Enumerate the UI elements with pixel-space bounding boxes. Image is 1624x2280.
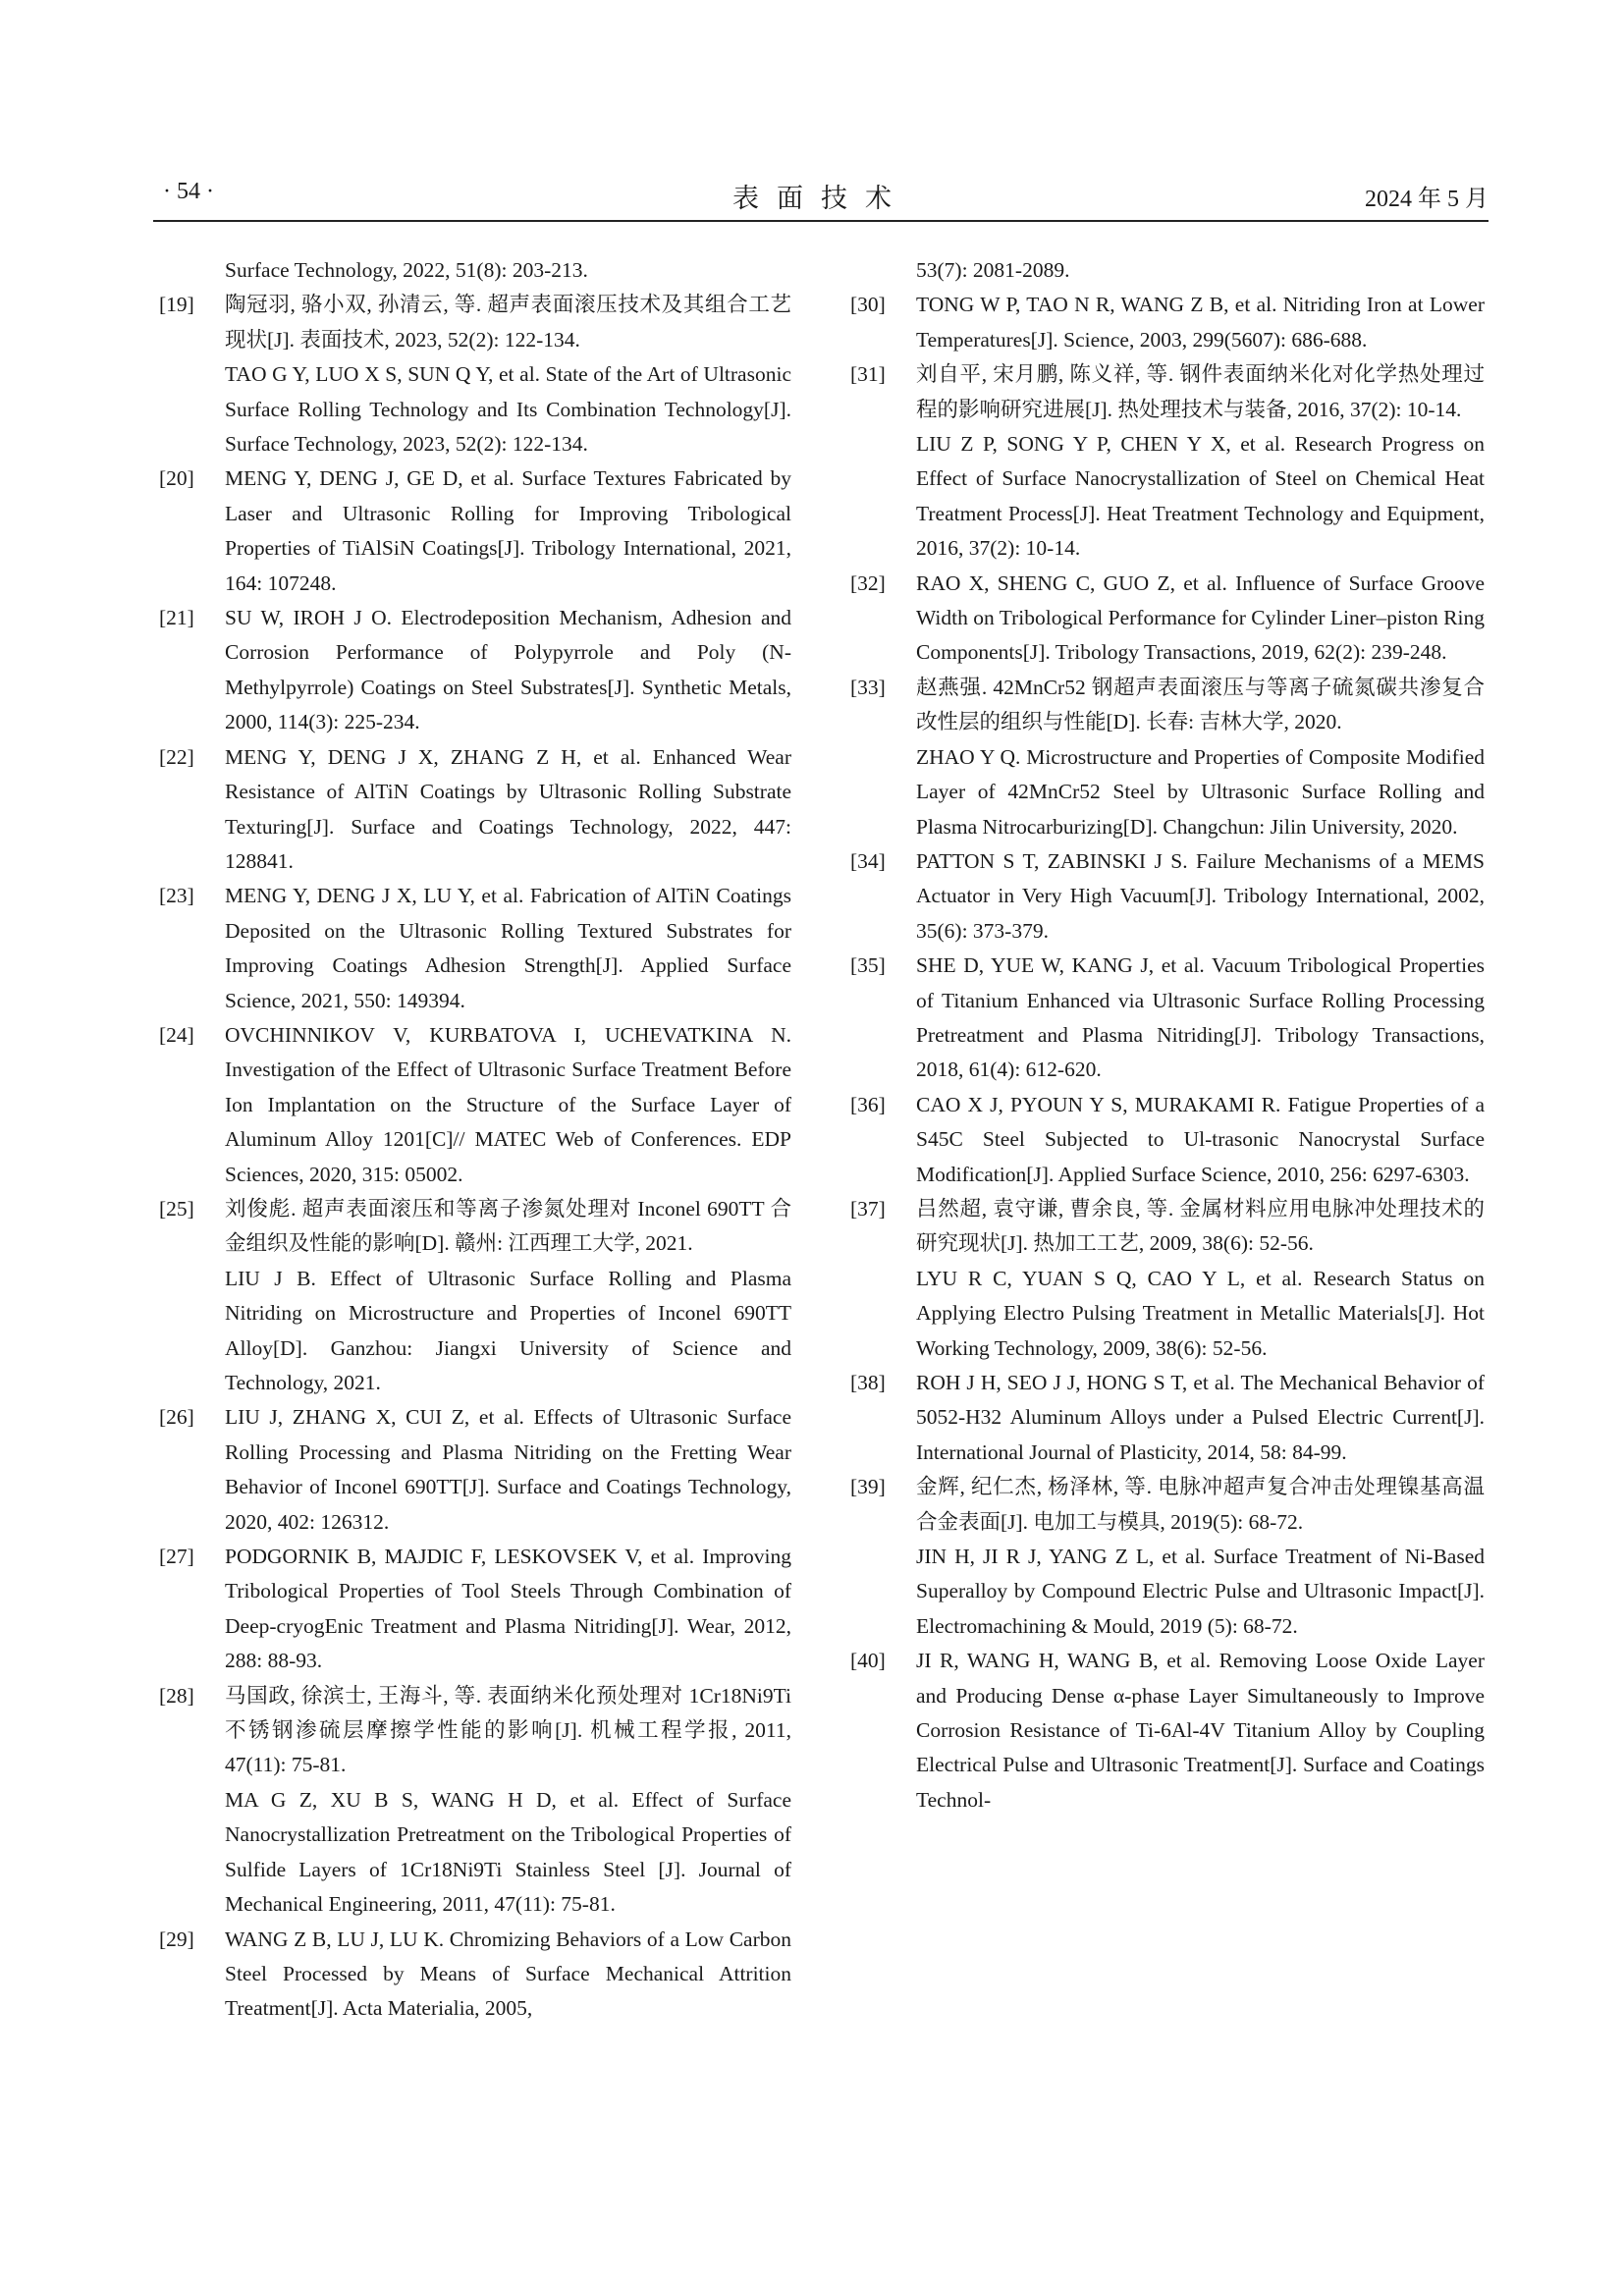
reference-number: [21] bbox=[159, 606, 194, 630]
journal-title: 表面技术 bbox=[732, 184, 909, 214]
reference-english-text: ZHAO Y Q. Microstructure and Properties of Composite Modified Layer of 42MnCr52 Steel by Ultrasonic Surface Rolling and Plasma Nitrocarburizing[D]. Changchun: Jilin University, 2020. bbox=[916, 744, 1485, 839]
reference-text bbox=[225, 288, 791, 461]
reference-number: [36] bbox=[850, 1092, 886, 1116]
reference-english-text: JIN H, JI R J, YANG Z L, et al. Surface Treatment of Ni-Based Superalloy by Compound Electric Pulse and Ultrasonic Impact[J]. Electromachining & Mould, 2019 (5): 68-72. bbox=[916, 1545, 1485, 1638]
reference-number: [32] bbox=[850, 570, 886, 595]
reference-text bbox=[225, 879, 791, 1018]
reference-item bbox=[850, 357, 1485, 566]
continued-reference bbox=[850, 253, 1485, 288]
reference-text bbox=[916, 1192, 1485, 1366]
reference-chinese-text: 赵燕强. 42MnCr52 钢超声表面滚压与等离子硫氮碳共渗复合改性层的组织与性能[D]. 长春: 吉林大学, 2020. bbox=[916, 675, 1485, 734]
reference-number: [27] bbox=[159, 1545, 194, 1569]
reference-number: [37] bbox=[850, 1196, 886, 1221]
reference-text bbox=[225, 1018, 791, 1192]
reference-text bbox=[225, 740, 791, 880]
reference-english-text: TAO G Y, LUO X S, SUN Q Y, et al. State of the Art of Ultrasonic Surface Rolling Technology and Its Combination Technology[J]. Surface Technology, 2023, 52(2): 122-134. bbox=[225, 362, 791, 457]
right-column bbox=[850, 253, 1485, 1818]
reference-english-text: LIU J B. Effect of Ultrasonic Surface Rolling and Plasma Nitriding on Microstructure and Properties of Inconel 690TT Alloy[D]. Ganzhou: Jiangxi University of Science and Technology, 2021. bbox=[225, 1266, 791, 1394]
reference-number: [25] bbox=[159, 1196, 194, 1221]
reference-number: [24] bbox=[159, 1022, 194, 1047]
reference-number: [31] bbox=[850, 362, 886, 387]
reference-item bbox=[159, 1192, 791, 1400]
reference-english-text: OVCHINNIKOV V, KURBATOVA I, UCHEVATKINA N. Investigation of the Effect of Ultrasonic Surface Treatment Before Ion Implantation on the Structure of the Surface Layer of Aluminum Alloy 1201[C]// MATEC Web of Conferences. EDP Sciences, 2020, 315: 05002. bbox=[225, 1022, 791, 1186]
reference-item bbox=[159, 1400, 791, 1540]
reference-chinese-text: 陶冠羽, 骆小双, 孙清云, 等. 超声表面滚压技术及其组合工艺现状[J]. 表面技术, 2023, 52(2): 122-134. bbox=[225, 293, 791, 352]
reference-list-right bbox=[850, 288, 1485, 1818]
reference-english-text: LYU R C, YUAN S Q, CAO Y L, et al. Research Status on Applying Electro Pulsing Treatment in Metallic Materials[J]. Hot Working Technology, 2009, 38(6): 52-56. bbox=[916, 1266, 1485, 1360]
reference-text bbox=[225, 1400, 791, 1540]
reference-item bbox=[159, 288, 791, 461]
reference-english-text: LIU J, ZHANG X, CUI Z, et al. Effects of Ultrasonic Surface Rolling Processing and Plasma Nitriding on the Fretting Wear Behavior of Inconel 690TT[J]. Surface and Coatings Technology, 2020, 402: 126312. bbox=[225, 1405, 791, 1534]
reference-english-text: PATTON S T, ZABINSKI J S. Failure Mechanisms of a MEMS Actuator in Very High Vacuum[J]. Tribology International, 2002, 35(6): 373-379. bbox=[916, 848, 1485, 943]
page-header bbox=[153, 177, 1489, 222]
reference-number: [29] bbox=[159, 1927, 194, 1951]
reference-text bbox=[916, 1470, 1485, 1644]
reference-chinese-text: 金辉, 纪仁杰, 杨泽林, 等. 电脉冲超声复合冲击处理镍基高温合金表面[J]. 电加工与模具, 2019(5): 68-72. bbox=[916, 1475, 1485, 1534]
reference-list-left bbox=[159, 288, 791, 2026]
continued-reference bbox=[159, 253, 791, 288]
reference-text bbox=[916, 844, 1485, 949]
reference-continuation-text: 53(7): 2081-2089. bbox=[916, 258, 1070, 282]
reference-text bbox=[916, 1644, 1485, 1818]
reference-item bbox=[850, 288, 1485, 357]
reference-number: [33] bbox=[850, 675, 886, 699]
reference-text bbox=[225, 1923, 791, 2027]
reference-item bbox=[850, 1644, 1485, 1818]
reference-text bbox=[225, 601, 791, 740]
reference-number: [26] bbox=[159, 1405, 194, 1430]
reference-english-text: RAO X, SHENG C, GUO Z, et al. Influence of Surface Groove Width on Tribological Performance for Cylinder Liner–piston Ring Components[J]. Tribology Transactions, 2019, 62(2): 239-248. bbox=[916, 570, 1485, 665]
reference-text bbox=[916, 1088, 1485, 1192]
issue-date: 2024 年 5 月 bbox=[1365, 187, 1489, 212]
reference-text bbox=[916, 567, 1485, 671]
reference-item bbox=[850, 1192, 1485, 1366]
reference-english-text: TONG W P, TAO N R, WANG Z B, et al. Nitriding Iron at Lower Temperatures[J]. Science, 2003, 299(5607): 686-688. bbox=[916, 293, 1485, 352]
reference-english-text: ROH J H, SEO J J, HONG S T, et al. The Mechanical Behavior of 5052-H32 Aluminum Alloys under a Pulsed Electric Current[J]. International Journal of Plasticity, 2014, 58: 84-99. bbox=[916, 1371, 1485, 1464]
reference-item bbox=[850, 671, 1485, 844]
reference-item bbox=[159, 461, 791, 601]
reference-english-text: MA G Z, XU B S, WANG H D, et al. Effect of Surface Nanocrystallization Pretreatment on the Tribological Properties of Sulfide Layers of 1Cr18Ni9Ti Stainless Steel [J]. Journal of Mechanical Engineering, 2011, 47(11): 75-81. bbox=[225, 1787, 791, 1917]
reference-number: [30] bbox=[850, 293, 886, 317]
reference-item bbox=[159, 740, 791, 880]
reference-item bbox=[159, 1923, 791, 2027]
reference-text bbox=[916, 671, 1485, 844]
reference-english-text: MENG Y, DENG J X, LU Y, et al. Fabrication of AlTiN Coatings Deposited on the Ultrasonic Rolling Textured Substrates for Improving Coatings Adhesion Strength[J]. Applied Surface Science, 2021, 550: 149394. bbox=[225, 884, 791, 1012]
reference-number: [38] bbox=[850, 1371, 886, 1394]
reference-item bbox=[850, 567, 1485, 671]
reference-number: [19] bbox=[159, 293, 194, 317]
reference-item bbox=[159, 879, 791, 1018]
reference-item bbox=[159, 1018, 791, 1192]
reference-item bbox=[159, 601, 791, 740]
reference-text bbox=[225, 1679, 791, 1923]
reference-text bbox=[916, 1366, 1485, 1470]
reference-item bbox=[850, 1470, 1485, 1644]
left-column bbox=[159, 253, 791, 2027]
reference-item bbox=[159, 1679, 791, 1923]
reference-number: [20] bbox=[159, 466, 194, 491]
reference-english-text: LIU Z P, SONG Y P, CHEN Y X, et al. Research Progress on Effect of Surface Nanocrystallization of Steel on Chemical Heat Treatment Process[J]. Heat Treatment Technology and Equipment, 2016, 37(2): 10-14. bbox=[916, 432, 1485, 561]
reference-number: [28] bbox=[159, 1683, 194, 1708]
reference-item bbox=[850, 1366, 1485, 1470]
reference-text bbox=[916, 949, 1485, 1088]
reference-text bbox=[916, 288, 1485, 357]
reference-chinese-text: 刘俊彪. 超声表面滚压和等离子渗氮处理对 Inconel 690TT 合金组织及性能的影响[D]. 赣州: 江西理工大学, 2021. bbox=[225, 1196, 791, 1256]
reference-number: [35] bbox=[850, 953, 886, 978]
reference-chinese-text: 马国政, 徐滨士, 王海斗, 等. 表面纳米化预处理对 1Cr18Ni9Ti 不锈钢渗硫层摩擦学性能的影响[J]. 机械工程学报, 2011, 47(11): 75-81. bbox=[225, 1683, 791, 1777]
reference-english-text: MENG Y, DENG J X, ZHANG Z H, et al. Enhanced Wear Resistance of AlTiN Coatings by Ultrasonic Rolling Substrate Texturing[J]. Surface and Coatings Technology, 2022, 447: 128841. bbox=[225, 744, 791, 873]
reference-continuation-text: Surface Technology, 2022, 51(8): 203-213. bbox=[225, 258, 588, 282]
reference-number: [34] bbox=[850, 848, 886, 873]
reference-number: [39] bbox=[850, 1475, 886, 1499]
reference-item bbox=[159, 1540, 791, 1679]
reference-english-text: SU W, IROH J O. Electrodeposition Mechanism, Adhesion and Corrosion Performance of Polypyrrole and Poly (N-Methylpyrrole) Coatings on Steel Substrates[J]. Synthetic Metals, 2000, 114(3): 225-234. bbox=[225, 606, 791, 734]
reference-text bbox=[225, 461, 791, 601]
reference-text bbox=[225, 1540, 791, 1679]
reference-number: [40] bbox=[850, 1649, 886, 1673]
reference-english-text: CAO X J, PYOUN Y S, MURAKAMI R. Fatigue Properties of a S45C Steel Subjected to Ul-trasonic Nanocrystal Surface Modification[J]. Applied Surface Science, 2010, 256: 6297-6303. bbox=[916, 1092, 1485, 1186]
reference-text bbox=[916, 357, 1485, 566]
reference-english-text: SHE D, YUE W, KANG J, et al. Vacuum Tribological Properties of Titanium Enhanced via Ultrasonic Surface Rolling Processing Pretreatment and Plasma Nitriding[J]. Tribology Transactions, 2018, 61(4): 612-620. bbox=[916, 953, 1485, 1082]
reference-item bbox=[850, 1088, 1485, 1192]
reference-text bbox=[225, 1192, 791, 1400]
reference-english-text: JI R, WANG H, WANG B, et al. Removing Loose Oxide Layer and Producing Dense α-phase Layer Simultaneously to Improve Corrosion Resistance of Ti-6Al-4V Titanium Alloy by Coupling Electrical Pulse and Ultrasonic Treatment[J]. Surface and Coatings Technol- bbox=[916, 1649, 1485, 1812]
reference-item bbox=[850, 949, 1485, 1088]
reference-english-text: MENG Y, DENG J, GE D, et al. Surface Textures Fabricated by Laser and Ultrasonic Rolling for Improving Tribological Properties of TiAlSiN Coatings[J]. Tribology International, 2021, 164: 107248. bbox=[225, 466, 791, 595]
reference-english-text: WANG Z B, LU J, LU K. Chromizing Behaviors of a Low Carbon Steel Processed by Means of Surface Mechanical Attrition Treatment[J]. Acta Materialia, 2005, bbox=[225, 1927, 791, 2021]
reference-item bbox=[850, 844, 1485, 949]
page-number: · 54 · bbox=[163, 179, 214, 204]
reference-number: [23] bbox=[159, 884, 194, 908]
reference-english-text: PODGORNIK B, MAJDIC F, LESKOVSEK V, et al. Improving Tribological Properties of Tool Steels Through Combination of Deep-cryogEnic Treatment and Plasma Nitriding[J]. Wear, 2012, 288: 88-93. bbox=[225, 1545, 791, 1673]
reference-chinese-text: 吕然超, 袁守谦, 曹余良, 等. 金属材料应用电脉冲处理技术的研究现状[J]. 热加工工艺, 2009, 38(6): 52-56. bbox=[916, 1196, 1485, 1256]
reference-chinese-text: 刘自平, 宋月鹏, 陈义祥, 等. 钢件表面纳米化对化学热处理过程的影响研究进展[J]. 热处理技术与装备, 2016, 37(2): 10-14. bbox=[916, 362, 1485, 421]
reference-number: [22] bbox=[159, 744, 194, 769]
